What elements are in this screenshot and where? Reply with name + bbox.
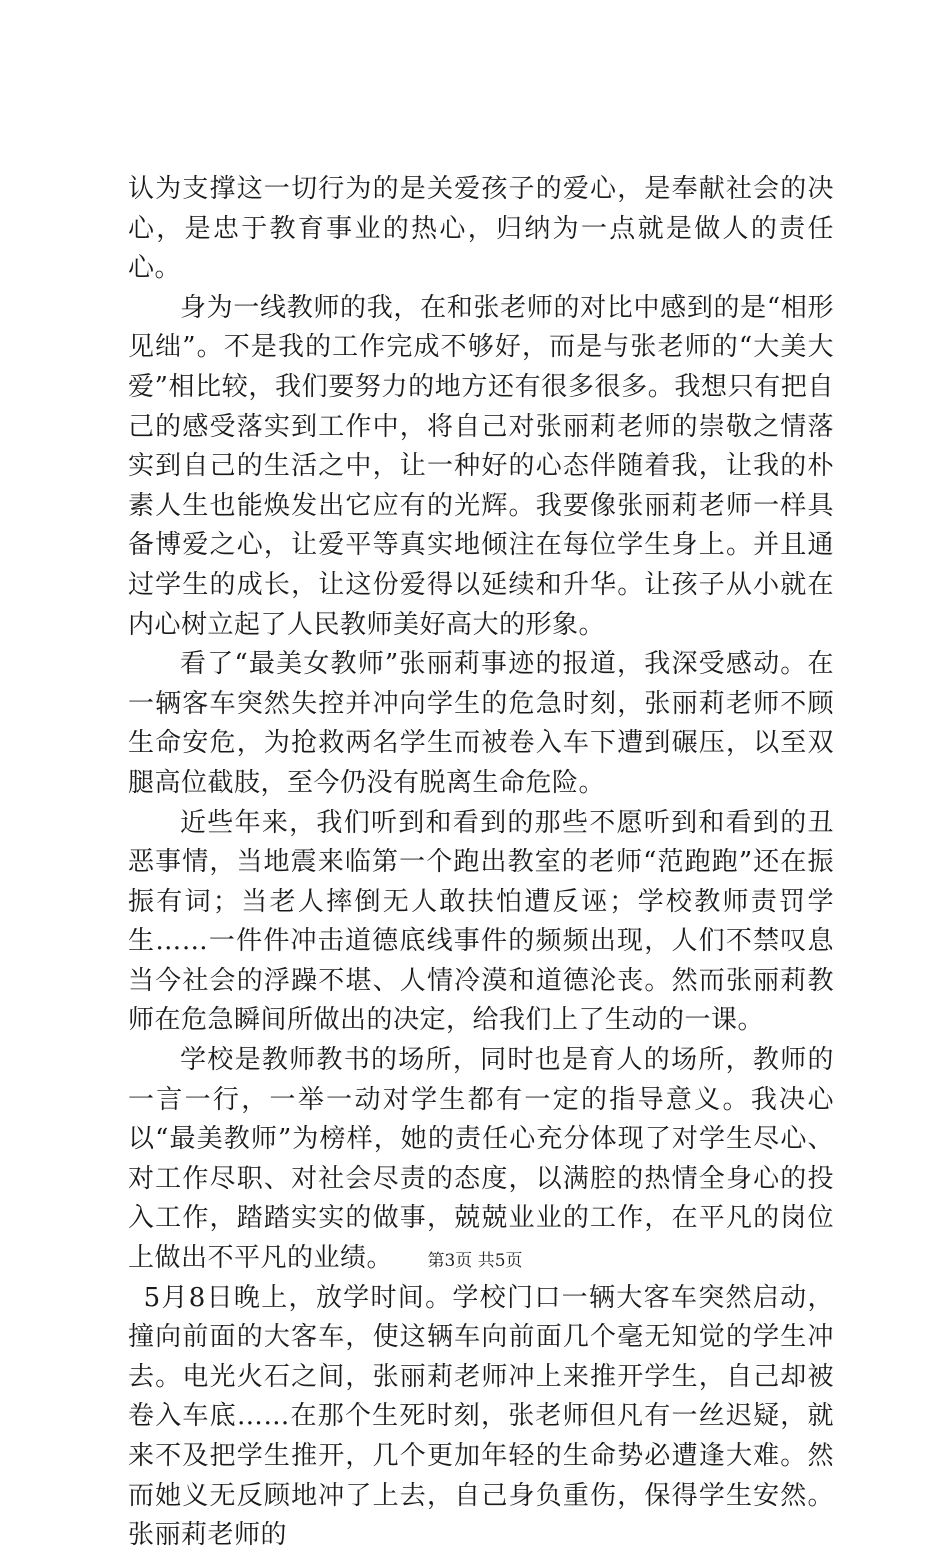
paragraph-2: 身为一线教师的我，在和张老师的对比中感到的是“相形见绌”。不是我的工作完成不够好，而是与张老师的“大美大爱”相比较，我们要努力的地方还有很多很多。我想只有把自己的感受落实到工作中，将自己对张丽莉老师的崇敬之情落实到自己的生活之中，让一种好的心态伴随着我，让我的朴素人生也能焕发出它应有的光辉。我要像张丽莉老师一样具备博爱之心，让爱平等真实地倾注在每位学生身上。并且通过学生的成长，让这份爱得以延续和升华。让孩子从小就在内心树立起了人民教师美好高大的形象。 <box>128 292 834 640</box>
document-body <box>128 170 834 1556</box>
paragraph-3: 看了“最美女教师”张丽莉事迹的报道，我深受感动。在一辆客车突然失控并冲向学生的危急时刻，张丽莉老师不顾生命安危，为抢救两名学生而被卷入车下遭到碾压，以至双腿高位截肢，至今仍没有脱离生命危险。 <box>128 649 834 798</box>
paragraph-1: 认为支撑这一切行为的是关爱孩子的爱心，是奉献社会的决心，是忠于教育事业的热心，归纳为一点就是做人的责任心。 <box>128 174 834 284</box>
page-number-footer: 第3页 共5页 <box>427 1251 523 1271</box>
paragraph-5: 学校是教师教书的场所，同时也是育人的场所，教师的一言一行，一举一动对学生都有一定的指导意义。我决心以“最美教师”为榜样，她的责任心充分体现了对学生尽心、对工作尽职、对社会尽责的态度，以满腔的热情全身心的投入工作，踏踏实实的做事，兢兢业业的工作，在平凡的岗位上做出不平凡的业绩。 <box>128 1045 834 1274</box>
paragraph-4: 近些年来，我们听到和看到的那些不愿听到和看到的丑恶事情，当地震来临第一个跑出教室的老师“范跑跑”还在振振有词；当老人摔倒无人敢扶怕遭反诬；学校教师责罚学生……一件件冲击道德底线事件的频频出现，人们不禁叹息当今社会的浮躁不堪、人情冷漠和道德沦丧。然而张丽莉教师在危急瞬间所做出的决定，给我们上了生动的一课。 <box>128 807 834 1036</box>
paragraph-6: 5月8日晚上，放学时间。学校门口一辆大客车突然启动，撞向前面的大客车，使这辆车向前面几个毫无知觉的学生冲去。电光火石之间，张丽莉老师冲上来推开学生，自己却被卷入车底……在那个生死时刻，张老师但凡有一丝迟疑，就来不及把学生推开，几个更加年轻的生命势必遭逢大难。然而她义无反顾地冲了上去，自己身负重伤，保得学生安然。张丽莉老师的 <box>128 1282 834 1551</box>
